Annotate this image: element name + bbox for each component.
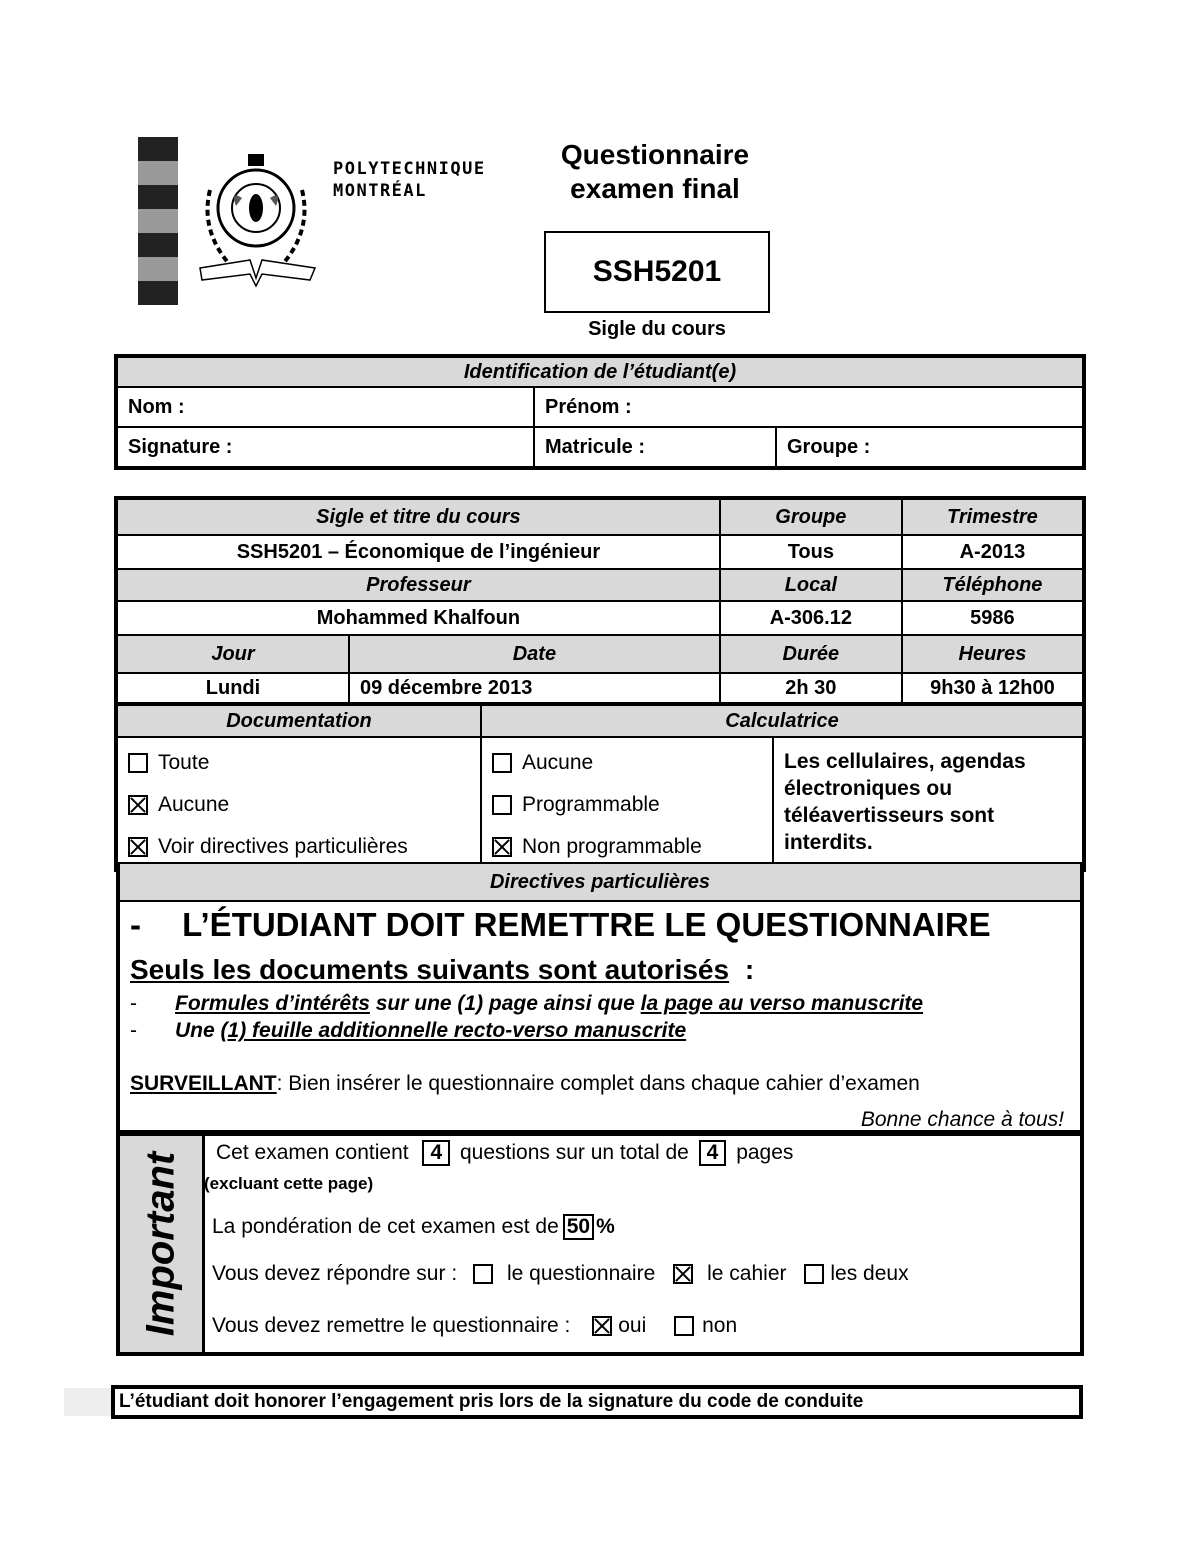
important-sidebar bbox=[120, 1136, 205, 1352]
weighting-percent: % bbox=[596, 1215, 615, 1238]
polytechnique-seal-icon bbox=[190, 150, 330, 290]
groupe-heading: Groupe bbox=[720, 499, 902, 535]
weighting-line bbox=[212, 1214, 615, 1240]
code-of-conduct-notice: L’étudiant doit honorer l’engagement pris lors de la signature du code de conduite bbox=[111, 1385, 1083, 1419]
checkbox-checked-icon[interactable] bbox=[592, 1316, 612, 1336]
logo-text-line1: POLYTECHNIQUE bbox=[333, 159, 486, 179]
logo-text-line2: MONTRÉAL bbox=[333, 181, 427, 201]
local-heading: Local bbox=[720, 569, 902, 601]
checkbox-empty-icon[interactable] bbox=[492, 795, 512, 815]
checkbox-checked-icon[interactable] bbox=[673, 1264, 693, 1284]
course-code-box: SSH5201 bbox=[544, 231, 770, 313]
checkbox-checked-icon[interactable] bbox=[492, 837, 512, 857]
documentation-options bbox=[117, 737, 481, 869]
student-identification-table bbox=[116, 356, 1084, 468]
item1-part-b: sur une (1) page ainsi que bbox=[369, 992, 641, 1015]
surveillant-text: : Bien insérer le questionnaire complet dans chaque cahier d’examen bbox=[276, 1072, 920, 1095]
prenom-field[interactable]: Prénom : bbox=[534, 387, 1083, 427]
jour-value: Lundi bbox=[117, 673, 349, 703]
question-count-mid: questions sur un total de bbox=[459, 1141, 689, 1164]
item1-part-a: Formules d’intérêts bbox=[175, 992, 370, 1015]
question-count-line bbox=[216, 1140, 793, 1166]
answer-option-questionnaire: le questionnaire bbox=[507, 1262, 656, 1285]
documentation-calculatrice-table bbox=[116, 704, 1084, 870]
checkbox-empty-icon[interactable] bbox=[674, 1316, 694, 1336]
calculatrice-note: Les cellulaires, agendas électroniques ou téléavertisseurs sont interdits. bbox=[773, 737, 1083, 869]
telephone-value: 5986 bbox=[902, 601, 1083, 635]
calc-option-programmable[interactable] bbox=[492, 784, 762, 826]
checkbox-checked-icon[interactable] bbox=[128, 837, 148, 857]
trimestre-heading: Trimestre bbox=[902, 499, 1083, 535]
documentation-heading: Documentation bbox=[117, 705, 481, 737]
answer-option-cahier: le cahier bbox=[707, 1262, 787, 1285]
course-code-label: Sigle du cours bbox=[588, 318, 726, 340]
answer-option-deux: les deux bbox=[830, 1262, 909, 1285]
answer-on-line bbox=[212, 1262, 909, 1286]
directives-heading: Directives particulières bbox=[120, 864, 1080, 902]
weighting-pre: La pondération de cet examen est de bbox=[212, 1215, 559, 1238]
duree-heading: Durée bbox=[720, 635, 902, 673]
nom-field[interactable]: Nom : bbox=[117, 387, 534, 427]
calc-option-aucune[interactable] bbox=[492, 742, 762, 784]
checkbox-empty-icon[interactable] bbox=[473, 1264, 493, 1284]
professeur-heading: Professeur bbox=[117, 569, 720, 601]
logo-text bbox=[333, 158, 486, 202]
surveillant-label: SURVEILLANT bbox=[130, 1072, 277, 1095]
page-count-box[interactable]: 4 bbox=[699, 1140, 727, 1166]
bonne-chance: Bonne chance à tous! bbox=[860, 1108, 1064, 1131]
return-option-oui: oui bbox=[618, 1314, 647, 1337]
doc-option-directives-label: Voir directives particulières bbox=[158, 835, 408, 858]
footer-shade bbox=[64, 1388, 112, 1416]
important-label: Important bbox=[138, 1151, 183, 1337]
item-dash: - bbox=[130, 1019, 137, 1042]
authorized-item-2 bbox=[130, 1019, 686, 1043]
item2-part-b: (1) feuille additionnelle recto-verso manuscrite bbox=[220, 1019, 687, 1042]
logo-bars bbox=[138, 137, 178, 305]
doc-option-toute-label: Toute bbox=[158, 751, 210, 774]
item-dash: - bbox=[130, 992, 137, 1015]
identification-heading: Identification de l’étudiant(e) bbox=[117, 357, 1083, 387]
signature-field[interactable]: Signature : bbox=[117, 427, 534, 467]
question-count-pre: Cet examen contient bbox=[216, 1141, 409, 1164]
checkbox-empty-icon[interactable] bbox=[804, 1264, 824, 1284]
groupe-value: Tous bbox=[720, 535, 902, 569]
directive-main-text: L’ÉTUDIANT DOIT REMETTRE LE QUESTIONNAIRE bbox=[182, 906, 991, 943]
doc-option-aucune[interactable] bbox=[128, 784, 470, 826]
date-heading: Date bbox=[349, 635, 720, 673]
sigle-titre-value: SSH5201 – Économique de l’ingénieur bbox=[117, 535, 720, 569]
important-section bbox=[116, 1132, 1084, 1356]
authorized-heading bbox=[130, 954, 754, 986]
return-pre: Vous devez remettre le questionnaire : bbox=[212, 1314, 571, 1337]
item2-part-a: Une bbox=[175, 1019, 221, 1042]
directives-section bbox=[116, 862, 1084, 1134]
checkbox-empty-icon[interactable] bbox=[128, 753, 148, 773]
return-option-non: non bbox=[702, 1314, 738, 1337]
professeur-value: Mohammed Khalfoun bbox=[117, 601, 720, 635]
directive-dash: - bbox=[130, 906, 141, 943]
calculatrice-heading: Calculatrice bbox=[481, 705, 1083, 737]
excluding-page-note: (excluant cette page) bbox=[204, 1174, 374, 1193]
matricule-field[interactable]: Matricule : bbox=[534, 427, 776, 467]
date-value: 09 décembre 2013 bbox=[349, 673, 720, 703]
directive-main bbox=[130, 906, 991, 944]
heures-heading: Heures bbox=[902, 635, 1083, 673]
return-questionnaire-line bbox=[212, 1314, 737, 1338]
jour-heading: Jour bbox=[117, 635, 349, 673]
course-info-table bbox=[116, 498, 1084, 704]
question-count-post: pages bbox=[736, 1141, 794, 1164]
doc-option-aucune-label: Aucune bbox=[158, 793, 230, 816]
groupe-field[interactable]: Groupe : bbox=[776, 427, 1083, 467]
answer-on-pre: Vous devez répondre sur : bbox=[212, 1262, 458, 1285]
weighting-box[interactable]: 50 bbox=[563, 1214, 594, 1240]
exam-title bbox=[520, 138, 790, 206]
local-value: A-306.12 bbox=[720, 601, 902, 635]
calc-option-aucune-label: Aucune bbox=[522, 751, 594, 774]
doc-option-toute[interactable] bbox=[128, 742, 470, 784]
authorized-heading-text: Seuls les documents suivants sont autorisés bbox=[130, 954, 730, 985]
calc-option-non-programmable-label: Non programmable bbox=[522, 835, 702, 858]
calculatrice-options bbox=[481, 737, 773, 869]
authorized-item-1 bbox=[130, 992, 923, 1016]
surveillant-note bbox=[130, 1072, 920, 1096]
trimestre-value: A-2013 bbox=[902, 535, 1083, 569]
exam-title-line1: Questionnaire bbox=[560, 139, 750, 170]
telephone-heading: Téléphone bbox=[902, 569, 1083, 601]
checkbox-checked-icon[interactable] bbox=[128, 795, 148, 815]
sigle-heading: Sigle et titre du cours bbox=[117, 499, 720, 535]
checkbox-empty-icon[interactable] bbox=[492, 753, 512, 773]
calc-option-programmable-label: Programmable bbox=[522, 793, 660, 816]
authorized-colon: : bbox=[744, 954, 755, 985]
exam-title-line2: examen final bbox=[570, 173, 740, 204]
heures-value: 9h30 à 12h00 bbox=[902, 673, 1083, 703]
question-count-box[interactable]: 4 bbox=[422, 1140, 450, 1166]
duree-value: 2h 30 bbox=[720, 673, 902, 703]
item1-part-c: la page au verso manuscrite bbox=[640, 992, 924, 1015]
